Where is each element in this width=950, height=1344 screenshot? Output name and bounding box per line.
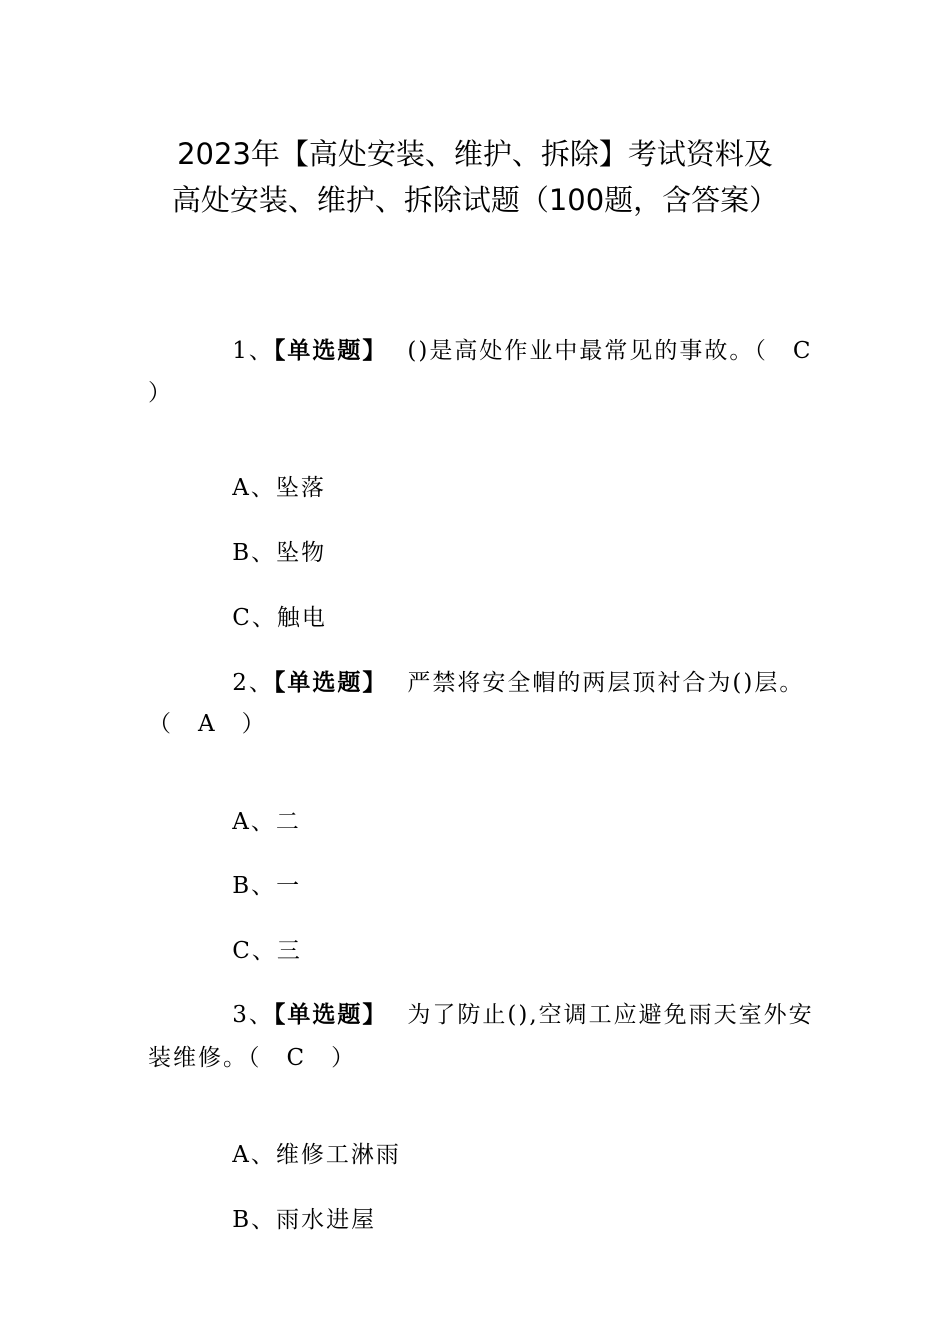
option-text: 三 (276, 938, 302, 964)
option-text: 坠物 (276, 540, 327, 566)
question-3-continuation: 装维修。（ C ） (148, 1045, 357, 1071)
option-letter: B、 (232, 1207, 277, 1233)
question-text: 为了防止(),空调工应避免雨天室外安 (407, 1002, 814, 1028)
option-letter: B、 (232, 540, 277, 566)
option-text: 二 (275, 809, 301, 835)
question-3-option-b (195, 1175, 376, 1265)
option-letter: C、 (232, 605, 277, 631)
question-2-continuation: （ A ） (148, 711, 267, 737)
option-letter: A、 (232, 1142, 276, 1168)
question-1-continuation: ） (148, 380, 173, 406)
document-title-line-1: 2023年【高处安装、维护、拆除】考试资料及 (177, 137, 773, 171)
option-text: 维修工淋雨 (275, 1142, 401, 1168)
question-type-tag: 【单选题】 (273, 670, 388, 696)
option-text: 雨水进屋 (276, 1207, 377, 1233)
option-letter: B、 (232, 873, 277, 899)
question-1 (195, 306, 812, 396)
option-letter: A、 (232, 475, 276, 501)
question-type-tag: 【单选题】 (273, 338, 388, 364)
question-number: 2、 (232, 670, 274, 696)
question-text: 严禁将安全帽的两层顶衬合为()层。 (407, 670, 805, 696)
question-2 (195, 638, 804, 728)
question-number: 1、 (232, 338, 274, 364)
question-number: 3、 (232, 1002, 274, 1028)
option-text: 坠落 (275, 475, 326, 501)
option-text: 触电 (276, 605, 327, 631)
question-type-tag: 【单选题】 (273, 1002, 388, 1028)
question-text: ()是高处作业中最常见的事故。（ C (407, 338, 813, 364)
document-title-line-2: 高处安装、维护、拆除试题（100题，含答案） (171, 183, 779, 217)
option-letter: A、 (232, 809, 276, 835)
option-text: 一 (276, 873, 302, 899)
option-letter: C、 (232, 938, 277, 964)
